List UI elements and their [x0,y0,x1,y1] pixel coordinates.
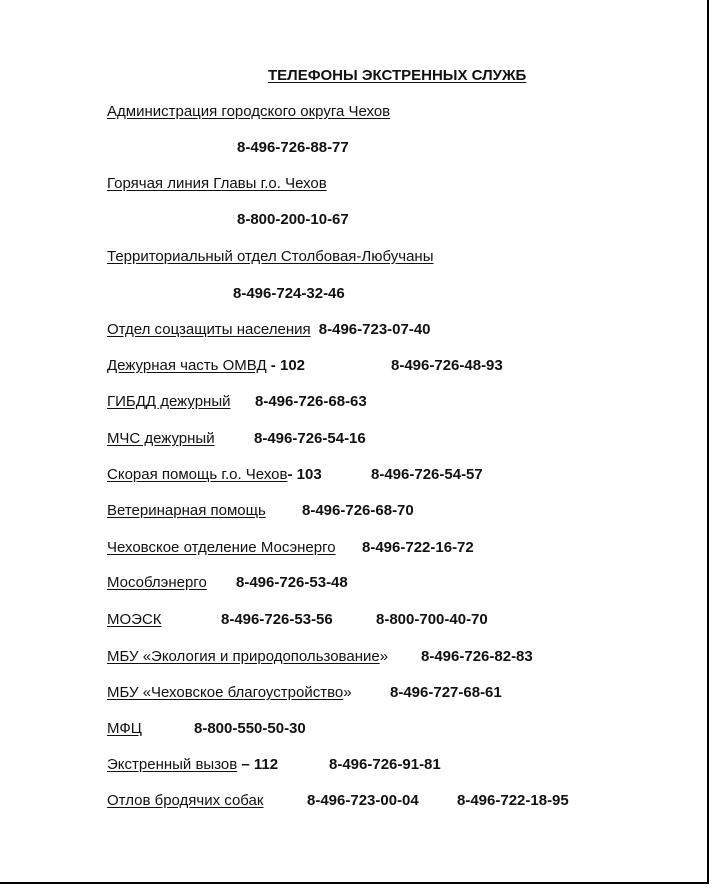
entry-label-social-protection: Отдел соцзащиты населения [107,321,311,338]
entry-suffix-emergency-call: – 112 [237,756,279,773]
entry-row-police [107,357,305,375]
entry-phone-territorial-department: 8-496-724-32-46 [233,285,345,302]
entry-phone-improvement: 8-496-727-68-61 [390,684,502,701]
entry-phone-ecology: 8-496-726-82-83 [421,648,533,665]
entry-label-mfc: МФЦ [107,720,142,737]
entry-phone-administration: 8-496-726-88-77 [237,139,349,156]
entry-label-administration: Администрация городского округа Чехов [107,103,391,120]
entry-phone-mosenergo: 8-496-722-16-72 [362,539,474,556]
entry-phone-emergency-call: 8-496-726-91-81 [329,756,441,773]
entry-label-mosoblenergo: Мособлэнерго [107,574,207,591]
entry-row-ecology [107,648,388,666]
entry-phone-hotline: 8-800-200-10-67 [237,211,349,228]
entry-phone-police: 8-496-726-48-93 [391,357,503,374]
entry-phone-mfc: 8-800-550-50-30 [194,720,306,737]
entry-phone-ambulance: 8-496-726-54-57 [371,466,483,483]
entry-suffix-ambulance: - 103 [287,466,322,483]
entry-phone-moesk: 8-496-726-53-56 [221,611,333,628]
entry-label-improvement: МБУ «Чеховское благоустройство [107,684,344,701]
entry-suffix-improvement: » [343,684,352,701]
entry-suffix-ecology: » [379,648,389,665]
entry-row-social-protection [107,321,431,339]
entry-label-stray-dogs: Отлов бродячих собак [107,792,264,809]
entry-label-emergency-call: Экстренный вызов [107,756,238,773]
entry-label-veterinary: Ветеринарная помощь [107,502,266,519]
entry-row-improvement [107,684,352,702]
page-title: ТЕЛЕФОНЫ ЭКСТРЕННЫХ СЛУЖБ [268,67,527,84]
entry-phone-stray-dogs: 8-496-723-00-04 [307,792,419,809]
entry-label-police: Дежурная часть ОМВД [107,357,267,374]
entry-row-emergency-call [107,756,278,774]
entry-label-territorial-department: Территориальный отдел Столбовая-Любучаны [107,248,434,265]
entry-label-hotline: Горячая линия Главы г.о. Чехов [107,175,327,192]
entry-phone-mosoblenergo: 8-496-726-53-48 [236,574,348,591]
entry-phone2-stray-dogs: 8-496-722-18-95 [457,792,569,809]
entry-suffix-police: - 102 [266,357,305,374]
entry-phone-traffic-police: 8-496-726-68-63 [255,393,367,410]
entry-phone-emergency-ministry: 8-496-726-54-16 [254,430,366,447]
entry-label-ambulance: Скорая помощь г.о. Чехов [107,466,288,483]
entry-label-traffic-police: ГИБДД дежурный [107,393,231,410]
entry-phone-social-protection: 8-496-723-07-40 [318,321,431,338]
entry-row-ambulance [107,466,322,484]
entry-label-moesk: МОЭСК [107,611,162,628]
entry-label-ecology: МБУ «Экология и природопользование [107,648,380,665]
entry-label-emergency-ministry: МЧС дежурный [107,430,215,447]
entry-phone-veterinary: 8-496-726-68-70 [302,502,414,519]
entry-label-mosenergo: Чеховское отделение Мосэнерго [107,539,336,556]
entry-phone2-moesk: 8-800-700-40-70 [376,611,488,628]
